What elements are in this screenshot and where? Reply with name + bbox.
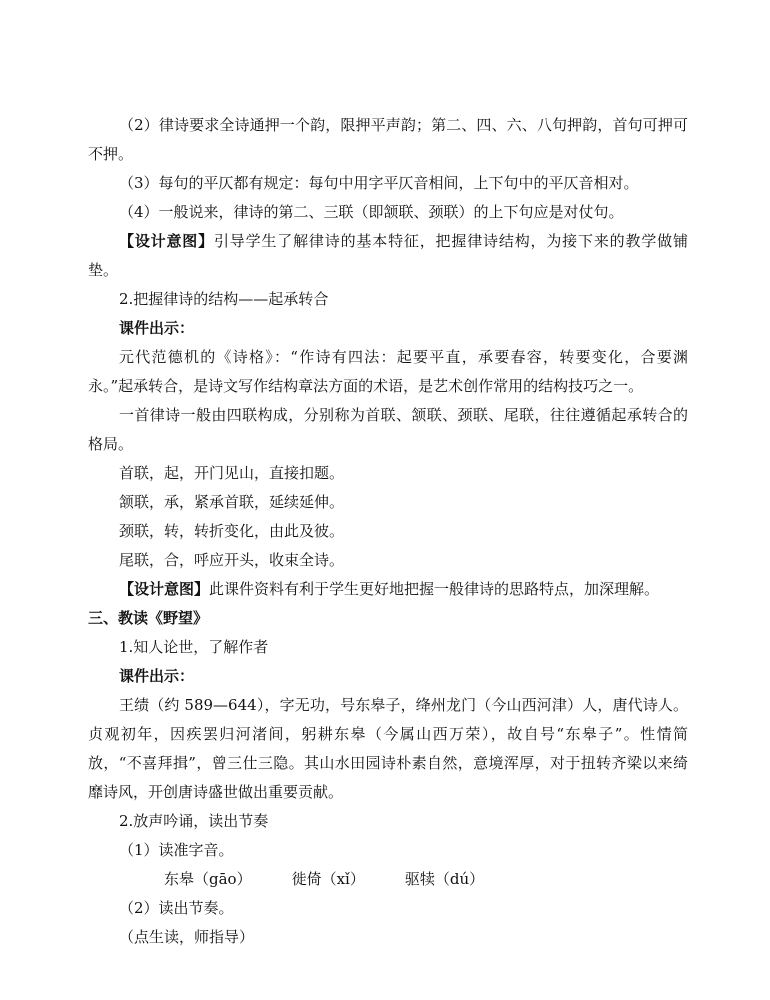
design-intent-text: 引导学生了解律诗的基本特征，把握律诗结构，为接下来的教学做铺垫。 xyxy=(88,232,688,279)
courseware-label-1: 课件出示： xyxy=(119,319,195,337)
paragraph-shige-quote: 元代范德机的《诗格》：“作诗有四法：起要平直，承要春容，转要变化，合要渊永。”起承转合，是诗文写作结构章法方面的术语，是艺术创作常用的结构技巧之一。 xyxy=(88,348,688,395)
design-intent-tag: 【设计意图】 xyxy=(119,232,214,250)
paragraph-author-bio: 王绩（约 589—644），字无功，号东皋子，绛州龙门（今山西河津）人，唐代诗人。贞观初年，因疾罢归河渚间，躬耕东皋（今属山西万荣），故自号“东皋子”。性情简放，“不喜拜揖”，曾三仕三隐。其山水田园诗朴素自然，意境浑厚，对于扭转齐梁以来绮靡诗风，开创唐诗盛世做出重要贡献。 xyxy=(88,696,688,801)
word-xiyi: 徙倚（xǐ） xyxy=(291,870,365,888)
couplet-last: 尾联，合，呼应开头，收束全诗。 xyxy=(119,551,345,569)
paragraph-rhyme-rule: （2）律诗要求全诗通押一个韵，限押平声韵；第二、四、六、八句押韵，首句可押可不押。 xyxy=(88,116,688,163)
couplet-third: 颈联，转，转折变化，由此及彼。 xyxy=(119,522,345,540)
design-intent-2 xyxy=(88,575,688,604)
word-donggao: 东皋（gāo） xyxy=(164,870,252,888)
teaching-note: （点生读，师指导） xyxy=(119,928,255,946)
couplet-second: 颔联，承，紧承首联，延续延伸。 xyxy=(119,493,345,511)
paragraph-four-couplets: 一首律诗一般由四联构成，分别称为首联、颔联、颈联、尾联，往往遵循起承转合的格局。 xyxy=(88,406,688,453)
paragraph-antithesis-rule: （4）一般说来，律诗的第二、三联（即颔联、颈联）的上下句应是对仗句。 xyxy=(119,203,624,221)
design-intent-1 xyxy=(88,227,688,285)
step-rhythm: （2）读出节奏。 xyxy=(119,899,234,917)
step-pronunciation: （1）读准字音。 xyxy=(119,841,234,859)
couplet-first: 首联，起，开门见山，直接扣题。 xyxy=(119,464,345,482)
paragraph-tone-rule: （3）每句的平仄都有规定：每句中用字平仄音相间，上下句中的平仄音相对。 xyxy=(119,174,639,192)
document-body xyxy=(88,111,688,952)
subsection-author-heading: 1.知人论世，了解作者 xyxy=(119,638,269,656)
design-intent-tag: 【设计意图】 xyxy=(119,580,210,598)
courseware-label-2: 课件出示： xyxy=(119,667,195,685)
section-yewang-heading: 三、教读《野望》 xyxy=(88,609,209,627)
design-intent-text: 此课件资料有利于学生更好地把握一般律诗的思路特点，加深理解。 xyxy=(209,580,660,598)
section-structure-heading: 2.把握律诗的结构——起承转合 xyxy=(119,290,329,308)
pronunciation-words xyxy=(88,865,688,894)
word-qudu: 驱犊（dú） xyxy=(404,870,485,888)
subsection-recite-heading: 2.放声吟诵，读出节奏 xyxy=(119,812,269,830)
